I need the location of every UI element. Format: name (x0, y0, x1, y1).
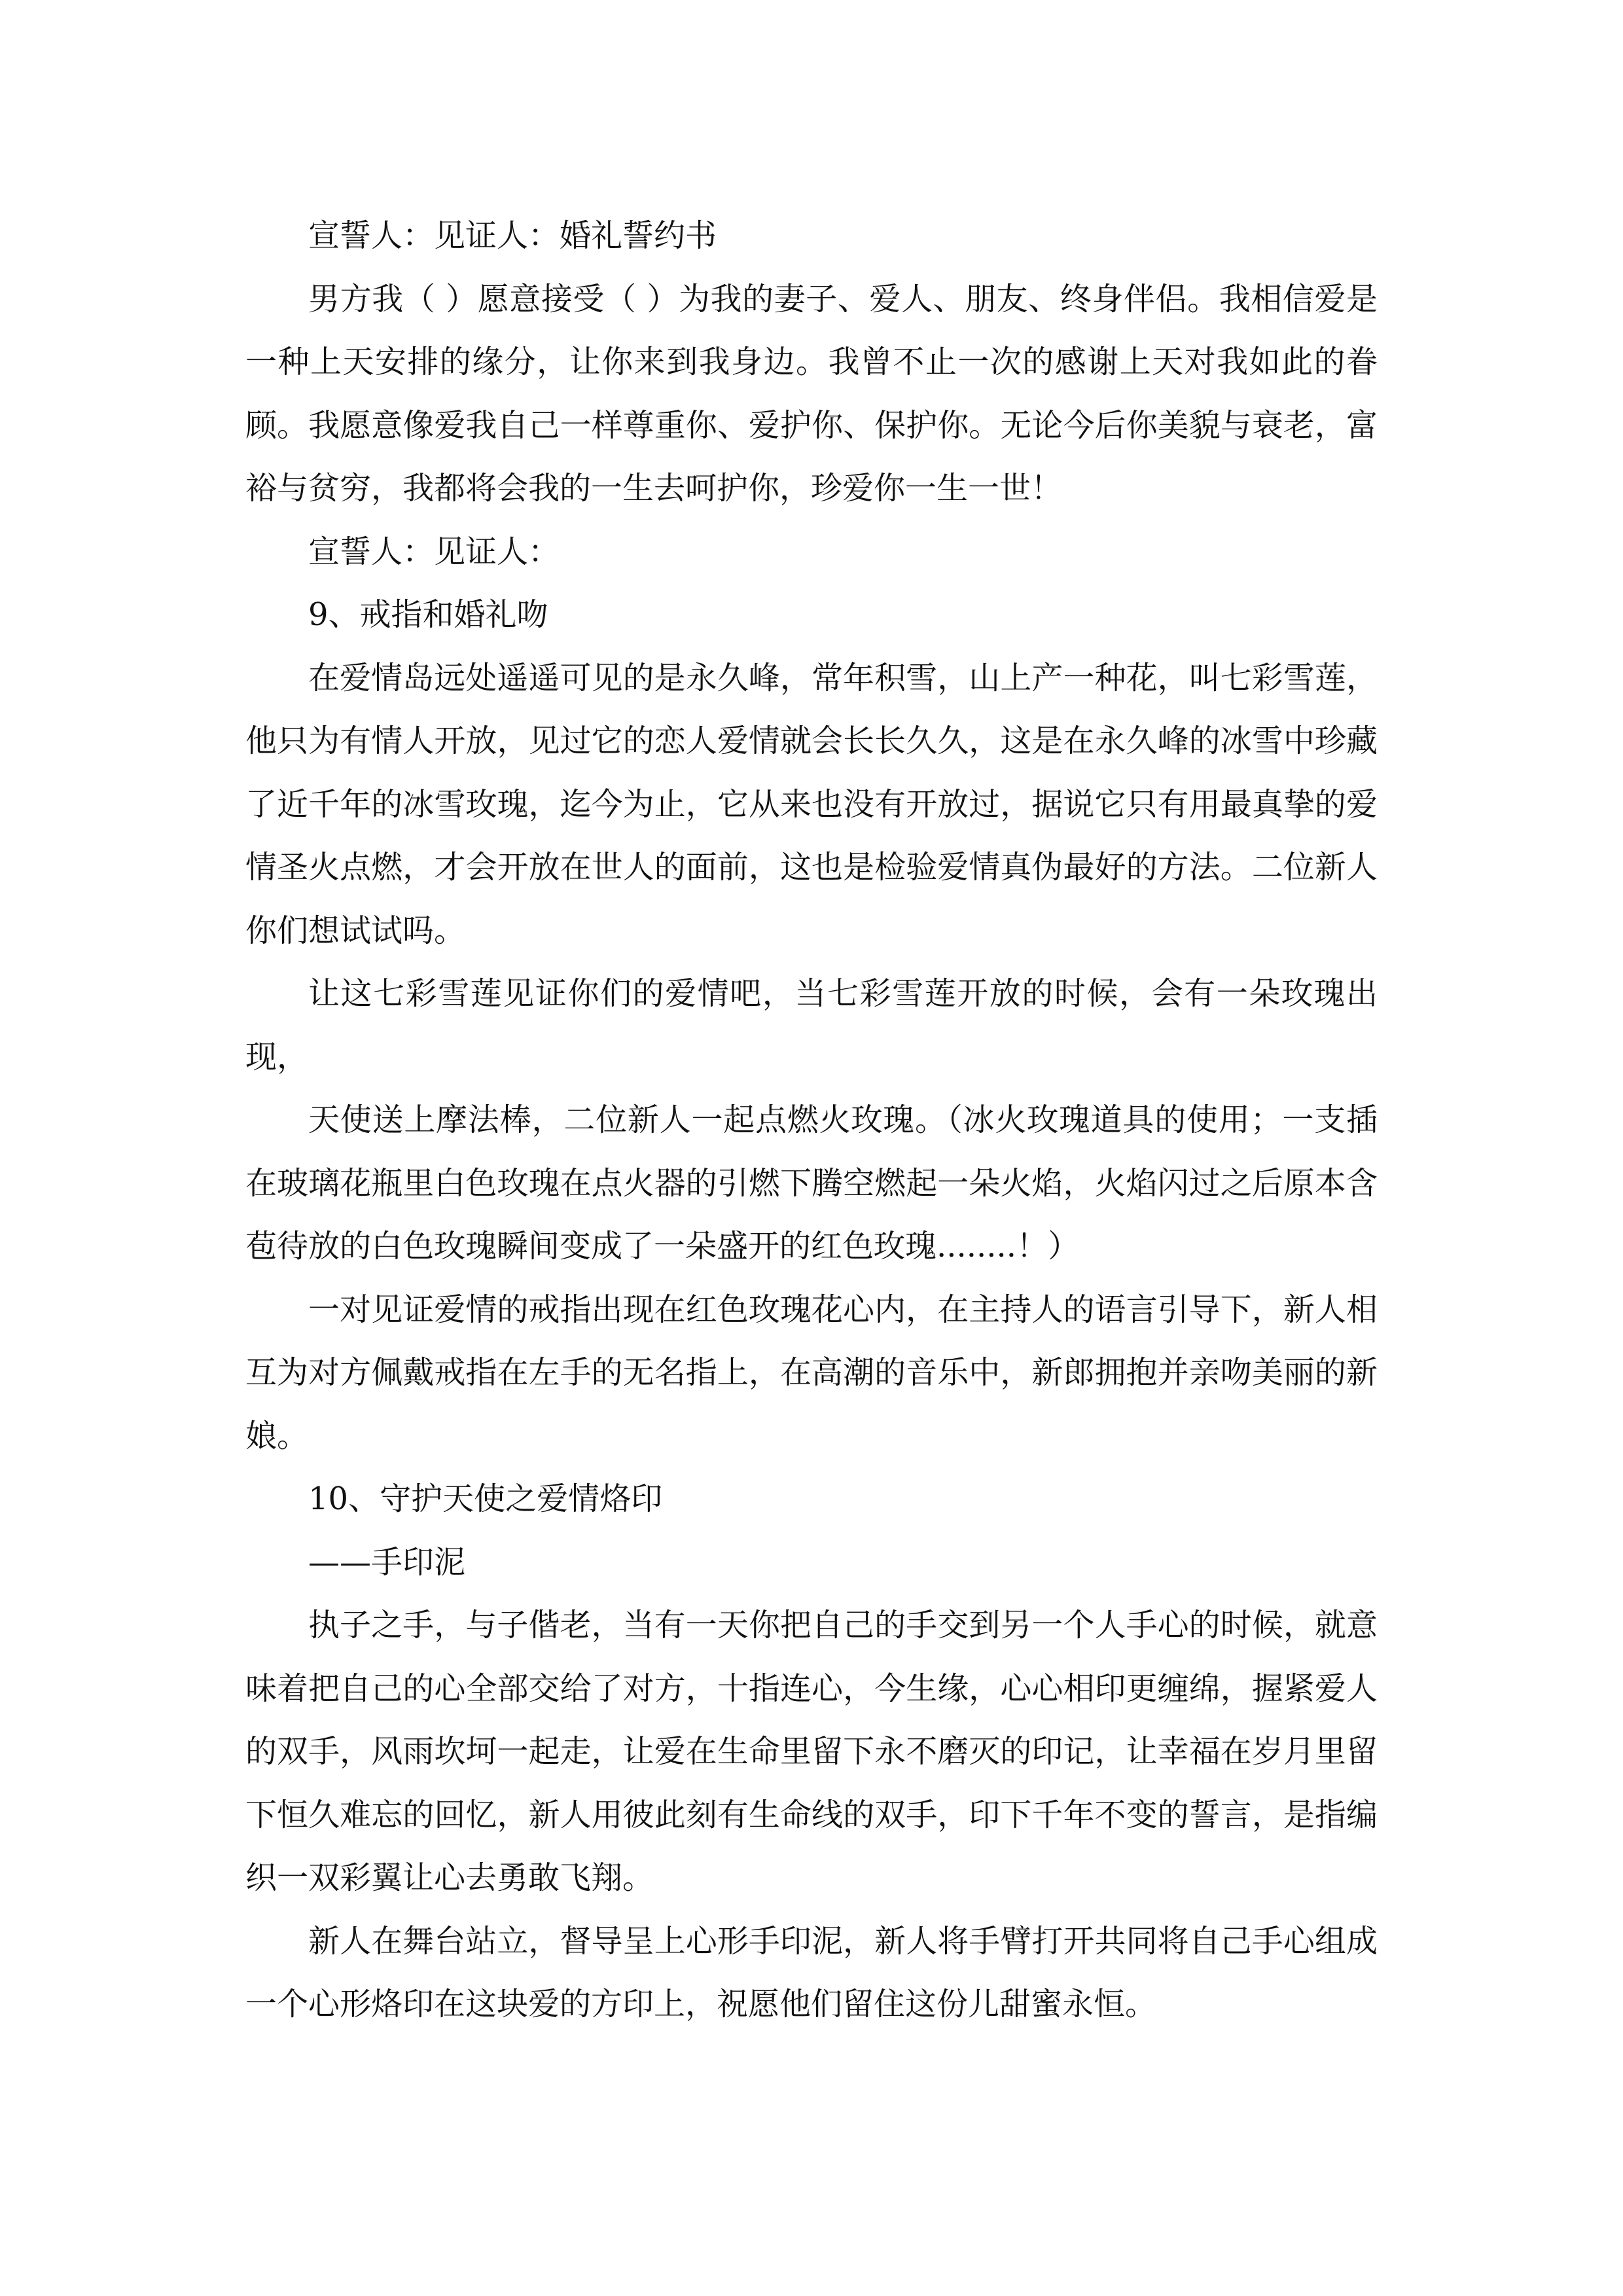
ring-exchange-paragraph: 一对见证爱情的戒指出现在红色玫瑰花心内，在主持人的语言引导下，新人相互为对方佩戴戒指在左手的无名指上，在高潮的音乐中，新郎拥抱并亲吻美丽的新娘。 (245, 1291, 1378, 1454)
groom-vow-paragraph: 男方我（ ）愿意接受（ ）为我的妻子、爱人、朋友、终身伴侣。我相信爱是一种上天安排的缘分，让你来到我身边。我曾不止一次的感谢上天对我如此的眷顾。我愿意像爱我自己一样尊重你、爱护你、保护你。无论今后你美貌与衰老，富裕与贫穷，我都将会我的一生去呵护你，珍爱你一生一世！ (245, 280, 1378, 507)
section-heading-love-seal: 10、守护天使之爱情烙印 (308, 1480, 663, 1517)
fire-rose-paragraph: 天使送上摩法棒，二位新人一起点燃火玫瑰。（冰火玫瑰道具的使用；一支插在玻璃花瓶里白色玫瑰在点火器的引燃下腾空燃起一朵火焰，火焰闪过之后原本含苞待放的白色玫瑰瞬间变成了一朵盛开的红色玫瑰........！） (245, 1102, 1378, 1265)
section-subheading-handprint: ——手印泥 (308, 1543, 466, 1581)
oath-signature-line-2: 宣誓人：见证人： (308, 533, 560, 570)
document-body (245, 204, 1378, 2036)
lotus-witness-paragraph: 让这七彩雪莲见证你们的爱情吧，当七彩雪莲开放的时候，会有一朵玫瑰出现， (245, 975, 1378, 1075)
handprint-ceremony-paragraph: 新人在舞台站立，督导呈上心形手印泥，新人将手臂打开共同将自己手心组成一个心形烙印在这块爱的方印上，祝愿他们留住这份儿甜蜜永恒。 (245, 1922, 1378, 2022)
oath-signature-line-1: 宣誓人：见证人：婚礼誓约书 (308, 217, 717, 254)
section-heading-ring-kiss: 9、戒指和婚礼吻 (308, 596, 548, 633)
hand-in-hand-paragraph: 执子之手，与子偕老，当有一天你把自己的手交到另一个人手心的时候，就意味着把自己的心全部交给了对方，十指连心，今生缘，心心相印更缠绵，握紧爱人的双手，风雨坎坷一起走，让爱在生命里留下永不磨灭的印记，让幸福在岁月里留下恒久难忘的回忆，新人用彼此刻有生命线的双手，印下千年不变的誓言，是指编织一双彩翼让心去勇敢飞翔。 (245, 1607, 1378, 1896)
snow-lotus-paragraph: 在爱情岛远处遥遥可见的是永久峰，常年积雪，山上产一种花，叫七彩雪莲，他只为有情人开放，见过它的恋人爱情就会长长久久，这是在永久峰的冰雪中珍藏了近千年的冰雪玫瑰，迄今为止，它从来也没有开放过，据说它只有用最真挚的爱情圣火点燃，才会开放在世人的面前，这也是检验爱情真伪最好的方法。二位新人你们想试试吗。 (245, 659, 1378, 949)
